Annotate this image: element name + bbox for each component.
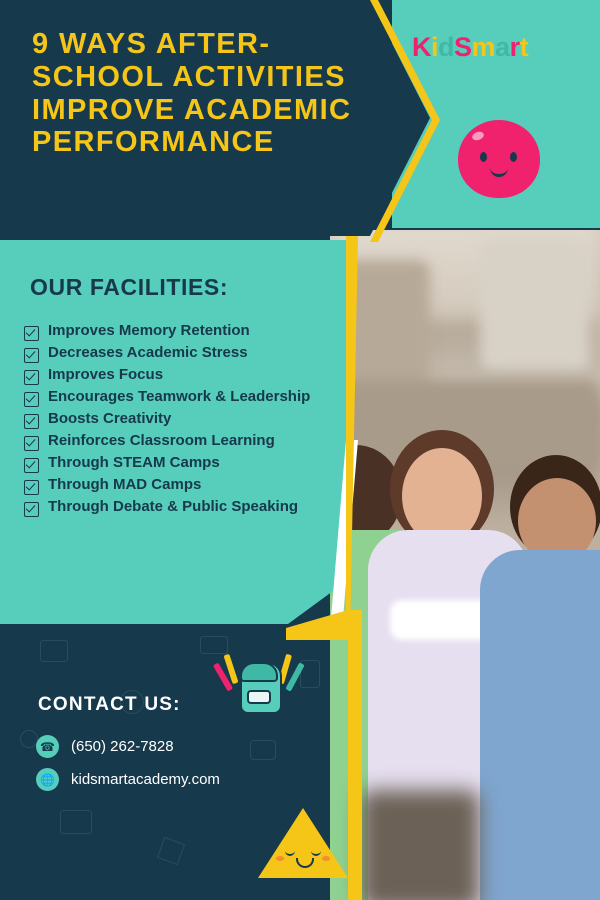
facility-label: Decreases Academic Stress [48, 344, 248, 361]
facility-label: Reinforces Classroom Learning [48, 432, 275, 449]
facility-label: Improves Memory Retention [48, 322, 250, 339]
logo-letter: i [431, 32, 439, 62]
checkbox-icon [24, 370, 39, 385]
facility-label: Boosts Creativity [48, 410, 172, 427]
phone-icon: ☎ [36, 735, 59, 758]
list-item [24, 366, 324, 385]
list-item [24, 476, 324, 495]
yellow-vertical-bar [348, 630, 362, 900]
list-item [24, 498, 324, 517]
triangle-mascot-face [258, 840, 348, 880]
logo-letter: r [509, 32, 520, 62]
logo-letter: t [519, 32, 529, 62]
contact-phone[interactable] [36, 735, 174, 758]
facility-label: Encourages Teamwork & Leadership [48, 388, 311, 405]
list-item [24, 322, 324, 341]
pink-mascot-icon [458, 120, 540, 198]
facility-label: Through STEAM Camps [48, 454, 220, 471]
logo-letter: a [495, 32, 510, 62]
backpack-icon [214, 648, 306, 714]
list-item [24, 410, 324, 429]
list-item [24, 432, 324, 451]
checkbox-icon [24, 348, 39, 363]
classroom-photo [330, 230, 600, 900]
logo-letter: m [471, 32, 496, 62]
facility-label: Through MAD Camps [48, 476, 202, 493]
page-title: 9 WAYS AFTER-SCHOOL ACTIVITIES IMPROVE ACADEMIC PERFORMANCE [32, 28, 352, 159]
checkbox-icon [24, 480, 39, 495]
contact-heading: CONTACT US: [38, 694, 181, 715]
brand-logo [412, 32, 528, 63]
facility-label: Improves Focus [48, 366, 164, 383]
facilities-list [24, 322, 324, 520]
facilities-heading: OUR FACILITIES: [30, 274, 229, 300]
checkbox-icon [24, 392, 39, 407]
logo-letter: d [438, 32, 455, 62]
contact-website-label: kidsmartacademy.com [71, 771, 220, 788]
contact-phone-label: (650) 262-7828 [71, 738, 174, 755]
list-item [24, 344, 324, 363]
globe-icon: 🌐 [36, 768, 59, 791]
checkbox-icon [24, 436, 39, 451]
contact-website[interactable] [36, 768, 220, 791]
facility-label: Through Debate & Public Speaking [48, 498, 299, 515]
list-item [24, 454, 324, 473]
checkbox-icon [24, 458, 39, 473]
list-item [24, 388, 324, 407]
checkbox-icon [24, 414, 39, 429]
checkbox-icon [24, 326, 39, 341]
checkbox-icon [24, 502, 39, 517]
logo-letter: S [454, 32, 472, 62]
logo-letter: K [412, 32, 431, 62]
